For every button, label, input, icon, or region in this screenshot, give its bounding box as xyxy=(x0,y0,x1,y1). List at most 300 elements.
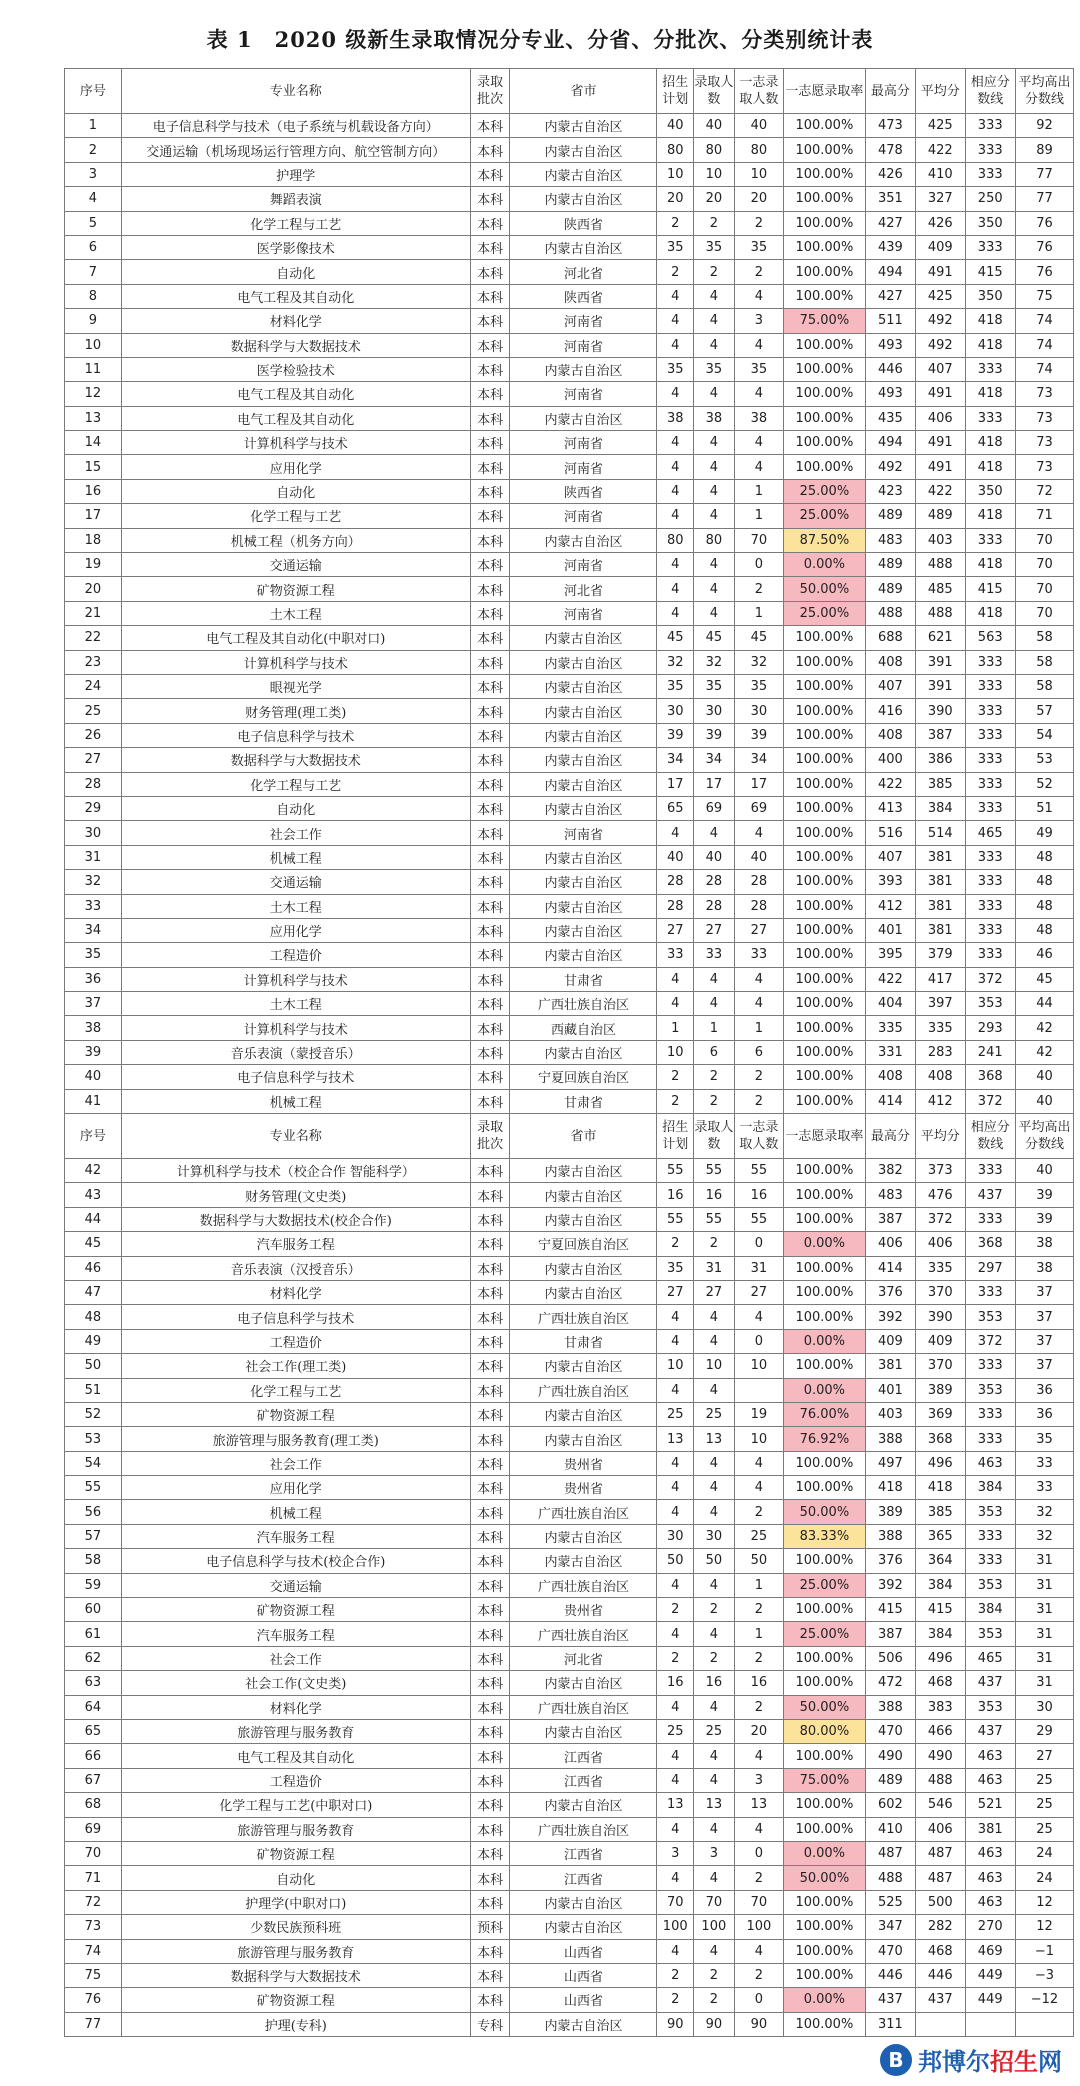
cell-first-choice: 4 xyxy=(734,992,783,1016)
cell-batch: 本科 xyxy=(470,528,510,552)
cell-major: 电气工程及其自动化 xyxy=(121,406,470,430)
header-admitted: 录取人数 xyxy=(693,1114,734,1159)
cell-first-choice-rate: 100.00% xyxy=(784,1354,866,1378)
cell-batch: 本科 xyxy=(470,1890,510,1914)
cell-max-score: 489 xyxy=(865,553,915,577)
header-seq: 序号 xyxy=(65,69,122,114)
cell-seq: 6 xyxy=(65,235,122,259)
cell-max-score: 427 xyxy=(865,284,915,308)
cell-above-cutoff: 57 xyxy=(1015,699,1073,723)
cell-batch: 本科 xyxy=(470,1183,510,1207)
cell-seq: 53 xyxy=(65,1427,122,1451)
cell-batch: 本科 xyxy=(470,1963,510,1987)
cell-max-score: 415 xyxy=(865,1598,915,1622)
cell-plan: 32 xyxy=(657,650,693,674)
cell-max-score: 478 xyxy=(865,138,915,162)
table-row xyxy=(65,187,1074,211)
cell-first-choice-rate: 100.00% xyxy=(784,1963,866,1987)
cell-cutoff: 418 xyxy=(965,431,1015,455)
cell-max-score: 494 xyxy=(865,260,915,284)
cell-above-cutoff: −12 xyxy=(1015,1988,1073,2012)
cell-batch: 本科 xyxy=(470,1646,510,1670)
cell-max-score: 414 xyxy=(865,1089,915,1113)
cell-plan: 2 xyxy=(657,1988,693,2012)
header-first-choice-rate: 一志愿录取率 xyxy=(784,69,866,114)
cell-major: 化学工程与工艺 xyxy=(121,211,470,235)
cell-max-score: 409 xyxy=(865,1329,915,1353)
cell-province: 贵州省 xyxy=(510,1598,657,1622)
cell-batch: 本科 xyxy=(470,748,510,772)
cell-batch: 本科 xyxy=(470,1817,510,1841)
cell-first-choice: 10 xyxy=(734,1354,783,1378)
cell-max-score: 439 xyxy=(865,235,915,259)
cell-first-choice-rate: 100.00% xyxy=(784,699,866,723)
cell-above-cutoff: 89 xyxy=(1015,138,1073,162)
table-row xyxy=(65,431,1074,455)
cell-plan: 33 xyxy=(657,943,693,967)
cell-first-choice-rate: 100.00% xyxy=(784,211,866,235)
cell-first-choice-rate: 100.00% xyxy=(784,2012,866,2036)
cell-plan: 30 xyxy=(657,699,693,723)
cell-plan: 34 xyxy=(657,748,693,772)
cell-above-cutoff: 70 xyxy=(1015,601,1073,625)
cell-above-cutoff: 58 xyxy=(1015,650,1073,674)
cell-admitted: 31 xyxy=(693,1256,734,1280)
header-above-cutoff: 平均高出分数线 xyxy=(1015,69,1073,114)
cell-seq: 54 xyxy=(65,1451,122,1475)
cell-avg-score: 406 xyxy=(916,1817,965,1841)
cell-admitted: 100 xyxy=(693,1915,734,1939)
cell-above-cutoff: 58 xyxy=(1015,674,1073,698)
cell-max-score: 470 xyxy=(865,1720,915,1744)
cell-major: 电子信息科学与技术 xyxy=(121,723,470,747)
cell-major: 交通运输（机场现场运行管理方向、航空管制方向） xyxy=(121,138,470,162)
cell-admitted: 1 xyxy=(693,1016,734,1040)
cell-avg-score: 373 xyxy=(916,1159,965,1183)
cell-max-score: 483 xyxy=(865,528,915,552)
cell-major: 社会工作 xyxy=(121,1451,470,1475)
cell-admitted: 55 xyxy=(693,1159,734,1183)
cell-cutoff: 465 xyxy=(965,1646,1015,1670)
cell-batch: 本科 xyxy=(470,431,510,455)
cell-province: 宁夏回族自治区 xyxy=(510,1065,657,1089)
cell-seq: 45 xyxy=(65,1232,122,1256)
cell-admitted: 39 xyxy=(693,723,734,747)
cell-first-choice-rate: 100.00% xyxy=(784,1016,866,1040)
cell-plan: 2 xyxy=(657,1598,693,1622)
cell-seq: 26 xyxy=(65,723,122,747)
cell-province: 河南省 xyxy=(510,431,657,455)
table-row xyxy=(65,943,1074,967)
header-batch: 录取批次 xyxy=(470,1114,510,1159)
cell-seq: 35 xyxy=(65,943,122,967)
cell-seq: 2 xyxy=(65,138,122,162)
cell-max-score: 416 xyxy=(865,699,915,723)
cell-province: 内蒙古自治区 xyxy=(510,699,657,723)
cell-seq: 12 xyxy=(65,382,122,406)
cell-cutoff: 372 xyxy=(965,1329,1015,1353)
cell-first-choice: 35 xyxy=(734,235,783,259)
cell-first-choice-rate: 50.00% xyxy=(784,1500,866,1524)
cell-plan: 16 xyxy=(657,1671,693,1695)
cell-province: 内蒙古自治区 xyxy=(510,748,657,772)
cell-province: 内蒙古自治区 xyxy=(510,1354,657,1378)
cell-avg-score: 425 xyxy=(916,114,965,138)
cell-admitted: 4 xyxy=(693,967,734,991)
cell-batch: 专科 xyxy=(470,2012,510,2036)
cell-province: 内蒙古自治区 xyxy=(510,650,657,674)
cell-admitted: 4 xyxy=(693,577,734,601)
cell-province: 内蒙古自治区 xyxy=(510,626,657,650)
cell-max-score: 408 xyxy=(865,650,915,674)
cell-seq: 40 xyxy=(65,1065,122,1089)
table-row xyxy=(65,1065,1074,1089)
cell-max-score: 335 xyxy=(865,1016,915,1040)
cell-major: 材料化学 xyxy=(121,309,470,333)
cell-major: 电气工程及其自动化 xyxy=(121,1744,470,1768)
cell-cutoff: 333 xyxy=(965,1427,1015,1451)
cell-first-choice-rate: 100.00% xyxy=(784,1939,866,1963)
cell-first-choice-rate: 100.00% xyxy=(784,1207,866,1231)
cell-seq: 19 xyxy=(65,553,122,577)
cell-cutoff: 449 xyxy=(965,1963,1015,1987)
cell-admitted: 20 xyxy=(693,187,734,211)
cell-province: 内蒙古自治区 xyxy=(510,1159,657,1183)
cell-cutoff: 372 xyxy=(965,1089,1015,1113)
cell-first-choice-rate: 100.00% xyxy=(784,382,866,406)
cell-plan: 4 xyxy=(657,1451,693,1475)
cell-seq: 65 xyxy=(65,1720,122,1744)
cell-cutoff: 368 xyxy=(965,1232,1015,1256)
cell-max-score: 387 xyxy=(865,1622,915,1646)
cell-seq: 55 xyxy=(65,1476,122,1500)
cell-seq: 56 xyxy=(65,1500,122,1524)
cell-province: 内蒙古自治区 xyxy=(510,528,657,552)
cell-cutoff: 241 xyxy=(965,1040,1015,1064)
cell-batch: 本科 xyxy=(470,1573,510,1597)
cell-first-choice: 69 xyxy=(734,796,783,820)
cell-first-choice-rate: 100.00% xyxy=(784,455,866,479)
cell-major: 护理(专科) xyxy=(121,2012,470,2036)
table-row xyxy=(65,650,1074,674)
cell-plan: 70 xyxy=(657,1890,693,1914)
cell-cutoff: 353 xyxy=(965,1378,1015,1402)
table-row xyxy=(65,772,1074,796)
cell-first-choice: 2 xyxy=(734,1963,783,1987)
table-header-row xyxy=(65,69,1074,114)
cell-plan: 55 xyxy=(657,1207,693,1231)
cell-seq: 52 xyxy=(65,1402,122,1426)
cell-avg-score: 365 xyxy=(916,1524,965,1548)
cell-first-choice: 4 xyxy=(734,1744,783,1768)
table-row xyxy=(65,1768,1074,1792)
cell-plan: 4 xyxy=(657,1378,693,1402)
cell-first-choice: 50 xyxy=(734,1549,783,1573)
cell-above-cutoff: 77 xyxy=(1015,162,1073,186)
cell-first-choice-rate: 100.00% xyxy=(784,723,866,747)
cell-cutoff: 333 xyxy=(965,918,1015,942)
cell-admitted: 40 xyxy=(693,114,734,138)
cell-plan: 4 xyxy=(657,1768,693,1792)
cell-major: 眼视光学 xyxy=(121,674,470,698)
cell-major: 工程造价 xyxy=(121,943,470,967)
cell-max-score: 382 xyxy=(865,1159,915,1183)
cell-avg-score: 406 xyxy=(916,1232,965,1256)
cell-plan: 2 xyxy=(657,211,693,235)
cell-first-choice: 39 xyxy=(734,723,783,747)
cell-above-cutoff: 46 xyxy=(1015,943,1073,967)
cell-batch: 本科 xyxy=(470,114,510,138)
cell-seq: 69 xyxy=(65,1817,122,1841)
cell-plan: 4 xyxy=(657,601,693,625)
cell-avg-score: 390 xyxy=(916,1305,965,1329)
cell-major: 自动化 xyxy=(121,479,470,503)
cell-first-choice: 20 xyxy=(734,1720,783,1744)
table-row xyxy=(65,845,1074,869)
cell-province: 广西壮族自治区 xyxy=(510,1695,657,1719)
cell-first-choice: 70 xyxy=(734,528,783,552)
cell-admitted: 16 xyxy=(693,1183,734,1207)
cell-plan: 20 xyxy=(657,187,693,211)
cell-avg-score: 327 xyxy=(916,187,965,211)
header-avg-score: 平均分 xyxy=(916,1114,965,1159)
cell-seq: 31 xyxy=(65,845,122,869)
cell-seq: 50 xyxy=(65,1354,122,1378)
cell-seq: 18 xyxy=(65,528,122,552)
cell-first-choice-rate: 100.00% xyxy=(784,1280,866,1304)
cell-major: 交通运输 xyxy=(121,553,470,577)
cell-max-score: 473 xyxy=(865,114,915,138)
cell-max-score: 437 xyxy=(865,1988,915,2012)
cell-above-cutoff: 76 xyxy=(1015,211,1073,235)
cell-avg-score: 364 xyxy=(916,1549,965,1573)
cell-province: 内蒙古自治区 xyxy=(510,1524,657,1548)
cell-first-choice: 2 xyxy=(734,1695,783,1719)
cell-first-choice-rate: 100.00% xyxy=(784,431,866,455)
cell-above-cutoff: 24 xyxy=(1015,1841,1073,1865)
cell-plan: 35 xyxy=(657,235,693,259)
cell-batch: 本科 xyxy=(470,1089,510,1113)
cell-first-choice-rate: 0.00% xyxy=(784,1232,866,1256)
header-first-choice: 一志录取人数 xyxy=(734,1114,783,1159)
cell-above-cutoff: 35 xyxy=(1015,1427,1073,1451)
cell-major: 数据科学与大数据技术 xyxy=(121,333,470,357)
cell-first-choice-rate: 100.00% xyxy=(784,796,866,820)
cell-above-cutoff: 38 xyxy=(1015,1232,1073,1256)
cell-above-cutoff: 70 xyxy=(1015,553,1073,577)
cell-max-score: 414 xyxy=(865,1256,915,1280)
cell-cutoff: 353 xyxy=(965,1695,1015,1719)
cell-first-choice-rate: 76.92% xyxy=(784,1427,866,1451)
cell-major: 社会工作(文史类) xyxy=(121,1671,470,1695)
cell-cutoff: 463 xyxy=(965,1451,1015,1475)
cell-batch: 本科 xyxy=(470,284,510,308)
table-row xyxy=(65,162,1074,186)
cell-cutoff: 415 xyxy=(965,577,1015,601)
cell-plan: 10 xyxy=(657,162,693,186)
cell-above-cutoff: 25 xyxy=(1015,1768,1073,1792)
cell-seq: 16 xyxy=(65,479,122,503)
cell-batch: 预科 xyxy=(470,1915,510,1939)
cell-admitted: 4 xyxy=(693,504,734,528)
cell-avg-score: 491 xyxy=(916,431,965,455)
cell-first-choice-rate: 25.00% xyxy=(784,601,866,625)
cell-above-cutoff: 70 xyxy=(1015,528,1073,552)
cell-plan: 4 xyxy=(657,992,693,1016)
table-row xyxy=(65,1280,1074,1304)
cell-major: 交通运输 xyxy=(121,870,470,894)
cell-max-score: 403 xyxy=(865,1402,915,1426)
cell-max-score: 376 xyxy=(865,1549,915,1573)
cell-above-cutoff: 27 xyxy=(1015,1744,1073,1768)
cell-batch: 本科 xyxy=(470,357,510,381)
cell-plan: 25 xyxy=(657,1402,693,1426)
cell-first-choice-rate: 100.00% xyxy=(784,1817,866,1841)
cell-above-cutoff: 75 xyxy=(1015,284,1073,308)
cell-avg-score: 387 xyxy=(916,723,965,747)
cell-cutoff: 333 xyxy=(965,357,1015,381)
cell-avg-score: 385 xyxy=(916,1500,965,1524)
cell-plan: 10 xyxy=(657,1040,693,1064)
cell-above-cutoff: −3 xyxy=(1015,1963,1073,1987)
cell-seq: 59 xyxy=(65,1573,122,1597)
cell-batch: 本科 xyxy=(470,1040,510,1064)
cell-admitted: 4 xyxy=(693,479,734,503)
cell-first-choice-rate: 100.00% xyxy=(784,162,866,186)
cell-admitted: 10 xyxy=(693,1354,734,1378)
cell-seq: 30 xyxy=(65,821,122,845)
cell-first-choice: 4 xyxy=(734,1305,783,1329)
cell-cutoff: 333 xyxy=(965,796,1015,820)
table-row xyxy=(65,1016,1074,1040)
cell-admitted: 38 xyxy=(693,406,734,430)
cell-avg-score: 487 xyxy=(916,1841,965,1865)
cell-first-choice: 4 xyxy=(734,382,783,406)
cell-major: 自动化 xyxy=(121,796,470,820)
cell-batch: 本科 xyxy=(470,479,510,503)
cell-first-choice: 40 xyxy=(734,845,783,869)
cell-first-choice: 27 xyxy=(734,918,783,942)
table-row xyxy=(65,528,1074,552)
site-watermark xyxy=(874,2040,1068,2079)
cell-province: 陕西省 xyxy=(510,211,657,235)
table-row xyxy=(65,260,1074,284)
cell-province: 内蒙古自治区 xyxy=(510,1671,657,1695)
cell-seq: 32 xyxy=(65,870,122,894)
cell-first-choice-rate: 80.00% xyxy=(784,1720,866,1744)
cell-province: 贵州省 xyxy=(510,1476,657,1500)
cell-admitted: 4 xyxy=(693,431,734,455)
cell-max-score: 392 xyxy=(865,1573,915,1597)
cell-admitted: 2 xyxy=(693,211,734,235)
cell-max-score: 688 xyxy=(865,626,915,650)
cell-seq: 9 xyxy=(65,309,122,333)
cell-admitted: 2 xyxy=(693,1065,734,1089)
cell-province: 内蒙古自治区 xyxy=(510,1793,657,1817)
table-row xyxy=(65,1207,1074,1231)
cell-max-score: 488 xyxy=(865,601,915,625)
cell-admitted: 30 xyxy=(693,1524,734,1548)
cell-max-score: 401 xyxy=(865,918,915,942)
cell-first-choice: 2 xyxy=(734,577,783,601)
cell-major: 财务管理(文史类) xyxy=(121,1183,470,1207)
cell-batch: 本科 xyxy=(470,1671,510,1695)
cell-max-score: 497 xyxy=(865,1451,915,1475)
cell-above-cutoff: 42 xyxy=(1015,1040,1073,1064)
cell-first-choice: 38 xyxy=(734,406,783,430)
cell-plan: 25 xyxy=(657,1720,693,1744)
cell-cutoff: 333 xyxy=(965,1207,1015,1231)
cell-batch: 本科 xyxy=(470,772,510,796)
table-row xyxy=(65,1159,1074,1183)
cell-first-choice: 1 xyxy=(734,504,783,528)
cell-first-choice: 34 xyxy=(734,748,783,772)
cell-cutoff: 333 xyxy=(965,772,1015,796)
cell-plan: 4 xyxy=(657,309,693,333)
cell-major: 电子信息科学与技术 xyxy=(121,1065,470,1089)
cell-admitted: 25 xyxy=(693,1720,734,1744)
cell-plan: 17 xyxy=(657,772,693,796)
cell-admitted: 69 xyxy=(693,796,734,820)
cell-major: 土木工程 xyxy=(121,601,470,625)
cell-first-choice: 2 xyxy=(734,1089,783,1113)
cell-avg-score: 496 xyxy=(916,1451,965,1475)
cell-batch: 本科 xyxy=(470,1549,510,1573)
cell-seq: 49 xyxy=(65,1329,122,1353)
cell-major: 少数民族预科班 xyxy=(121,1915,470,1939)
header-batch: 录取批次 xyxy=(470,69,510,114)
cell-above-cutoff: 53 xyxy=(1015,748,1073,772)
cell-first-choice-rate: 100.00% xyxy=(784,918,866,942)
cell-major: 旅游管理与服务教育 xyxy=(121,1939,470,1963)
cell-avg-score: 372 xyxy=(916,1207,965,1231)
cell-above-cutoff: 37 xyxy=(1015,1305,1073,1329)
cell-province: 甘肃省 xyxy=(510,1089,657,1113)
cell-avg-score: 379 xyxy=(916,943,965,967)
cell-first-choice: 2 xyxy=(734,1866,783,1890)
cell-max-score: 376 xyxy=(865,1280,915,1304)
cell-max-score: 408 xyxy=(865,1065,915,1089)
cell-avg-score: 370 xyxy=(916,1354,965,1378)
cell-province: 陕西省 xyxy=(510,479,657,503)
cell-admitted: 4 xyxy=(693,1476,734,1500)
cell-cutoff: 418 xyxy=(965,504,1015,528)
cell-admitted: 4 xyxy=(693,1866,734,1890)
cell-cutoff: 418 xyxy=(965,333,1015,357)
cell-first-choice-rate: 25.00% xyxy=(784,504,866,528)
cell-first-choice-rate: 100.00% xyxy=(784,748,866,772)
cell-batch: 本科 xyxy=(470,821,510,845)
cell-province: 广西壮族自治区 xyxy=(510,1305,657,1329)
cell-first-choice: 28 xyxy=(734,894,783,918)
cell-avg-score: 384 xyxy=(916,1573,965,1597)
cell-max-score: 395 xyxy=(865,943,915,967)
cell-province: 陕西省 xyxy=(510,284,657,308)
cell-max-score: 489 xyxy=(865,1768,915,1792)
cell-first-choice: 16 xyxy=(734,1183,783,1207)
cell-admitted: 4 xyxy=(693,1500,734,1524)
cell-major: 电子信息科学与技术（电子系统与机载设备方向） xyxy=(121,114,470,138)
cell-seq: 36 xyxy=(65,967,122,991)
table-row xyxy=(65,455,1074,479)
table-row xyxy=(65,309,1074,333)
cell-admitted: 4 xyxy=(693,1817,734,1841)
cell-batch: 本科 xyxy=(470,1016,510,1040)
cell-above-cutoff: 54 xyxy=(1015,723,1073,747)
cell-province: 西藏自治区 xyxy=(510,1016,657,1040)
table-row xyxy=(65,748,1074,772)
cell-admitted: 35 xyxy=(693,674,734,698)
